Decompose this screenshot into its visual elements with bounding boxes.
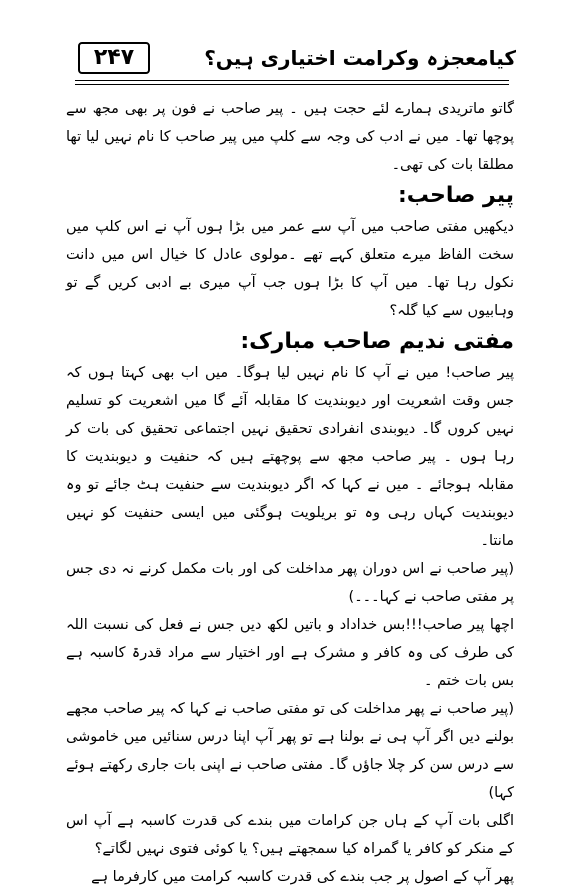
page-body	[66, 95, 514, 891]
section-heading: پیر صاحب:	[397, 183, 514, 208]
paragraph: گاتو ماتریدی ہمارے لئے حجت ہیں ۔ پیر صاحب نے فون پر بھی مجھ سے پوچھا تھا۔ میں نے ادب کی وجہ سے کلپ میں پیر صاحب کا نام نہیں لیا تھا مطلقا بات کی تھی۔	[66, 101, 514, 173]
running-title: کیامعجزہ وکرامت اختیاری ہیں؟	[204, 46, 516, 70]
paragraph: اچھا پیر صاحب!!!بس خداداد و باتیں لکھ دیں جس نے فعل کی نسبت اللہ کی طرف کی وہ کافر و مشرک ہے اور اختیار سے مراد قدرۃ کاسبہ ہے بس بات ختم ۔	[66, 617, 514, 689]
page-header	[68, 42, 516, 80]
paragraph: پھر آپ کے اصول پر جب بندے کی قدرت کاسبہ کرامت میں کارفرما ہے	[91, 869, 514, 885]
paragraph: دیکھیں مفتی صاحب میں آپ سے عمر میں بڑا ہوں آپ نے اس کلپ میں سخت الفاظ میرے متعلق کہے تھے ۔مولوی عادل کا خیال اس میں دانت نکول رہا تھا۔ میں آپ کا بڑا ہوں جب آپ میری بے ادبی کریں گے تو وہابیوں سے کیا گلہ؟	[66, 219, 514, 319]
paragraph: (پیر صاحب نے اس دوران پھر مداخلت کی اور بات مکمل کرنے نہ دی جس پر مفتی صاحب نے کہا۔۔۔)	[66, 561, 514, 605]
paragraph: پیر صاحب! میں نے آپ کا نام نہیں لیا ہوگا۔ میں اب بھی کہتا ہوں کہ جس وقت اشعریت اور دیوبندیت کا مقابلہ آئے گا میں اشعریت کو تسلیم نہیں کروں گا۔ دیوبندی انفرادی تحقیق نہیں اجتماعی تحقیق کی بات کر رہا ہوں ۔ پیر صاحب مجھ سے پوچھتے ہیں کہ حنفیت و دیوبندیت کا مقابلہ ہوجائے ۔ میں نے کہا کہ اگر دیوبندیت سے حنفیت ہٹ جائے تو وہ دیوبندیت کہاں رہی وہ تو بریلویت ہوگئی میں ایسی حنفیت کو نہیں مانتا۔	[66, 365, 514, 549]
header-rule-bottom	[75, 84, 509, 85]
paragraph: اگلی بات آپ کے ہاں جن کرامات میں بندے کی قدرت کاسبہ ہے آپ اس کے منکر کو کافر یا گمراہ کیا سمجھتے ہیں؟ یا کوئی فتوی نہیں لگاتے؟	[66, 813, 514, 857]
page-number-box: ۲۴۷	[78, 42, 150, 74]
paragraph: (پیر صاحب نے پھر مداخلت کی تو مفتی صاحب نے کہا کہ پیر صاحب مجھے بولنے دیں اگر آپ ہی نے بولنا ہے تو پھر آپ اپنا درس سنائیں میں خاموشی سے درس سن کر چلا جاؤں گا۔ مفتی صاحب نے اپنی بات جاری رکھتے ہوئے کہا)	[66, 701, 514, 801]
header-rule-top	[75, 80, 509, 81]
section-heading: مفتی ندیم صاحب مبارک:	[240, 329, 514, 354]
